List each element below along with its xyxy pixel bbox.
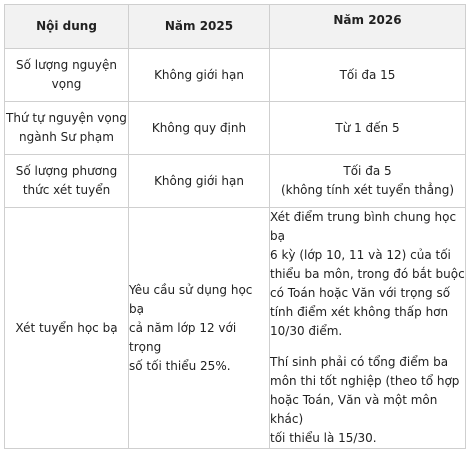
cell-line: Thí sinh phải có tổng điểm ba [270, 355, 449, 369]
cell-line: Thứ tự nguyện vọng [6, 111, 127, 125]
cell-line: Không giới hạn [154, 173, 244, 188]
cell-line: 6 kỳ (lớp 10, 11 và 12) của tối [270, 248, 451, 262]
cell-line: Tối đa 5 [343, 164, 392, 178]
cell-2026 [270, 208, 466, 449]
cell-line: tối thiểu là 15/30. [270, 431, 377, 445]
cell-line: Số lượng phương [15, 164, 118, 178]
cell-line: Xét điểm trung bình chung học bạ [270, 210, 457, 243]
cell-line: Yêu cầu sử dụng học bạ [129, 282, 253, 316]
cell-line: Từ 1 đến 5 [335, 120, 400, 135]
cell-line: cả năm lớp 12 với trọng [129, 320, 237, 354]
cell-line: ngành Sư phạm [19, 130, 114, 144]
cell-line: môn thi tốt nghiệp (theo tổ hợp [270, 374, 460, 388]
header-row [5, 5, 466, 49]
cell-content [5, 49, 129, 102]
header-content: Nội dung [5, 5, 129, 49]
cell-content [5, 208, 129, 449]
cell-line: có Toán hoặc Văn với trọng số [270, 286, 451, 300]
table-row [5, 155, 466, 208]
cell-line: 10/30 điểm. [270, 324, 343, 338]
cell-line: Số lượng nguyện [15, 58, 117, 72]
cell-2026 [270, 102, 466, 155]
cell-2025 [129, 208, 270, 449]
table-row [5, 208, 466, 449]
cell-line: số tối thiểu 25%. [129, 358, 231, 373]
cell-line: thiểu ba môn, trong đó bắt buộc [270, 267, 465, 281]
cell-line: Không giới hạn [154, 67, 244, 82]
cell-line: vọng [51, 77, 82, 91]
header-2025: Năm 2025 [129, 5, 270, 49]
cell-2025 [129, 155, 270, 208]
cell-content [5, 155, 129, 208]
cell-2026 [270, 49, 466, 102]
cell-line: hoặc Toán, Văn và một môn khác) [270, 393, 438, 426]
comparison-table [4, 4, 466, 449]
header-2026: Năm 2026 [270, 5, 466, 49]
cell-line: tính điểm xét không thấp hơn [270, 305, 449, 319]
cell-content [5, 102, 129, 155]
cell-2025 [129, 49, 270, 102]
paragraph [270, 208, 465, 341]
table-row [5, 49, 466, 102]
cell-2026 [270, 155, 466, 208]
paragraph [270, 353, 465, 448]
cell-line: Không quy định [151, 120, 247, 135]
cell-2025 [129, 102, 270, 155]
cell-line: thức xét tuyển [22, 183, 111, 197]
cell-line: Xét tuyển học bạ [15, 320, 118, 335]
table-row [5, 102, 466, 155]
cell-line: Tối đa 15 [339, 67, 396, 82]
cell-line: (không tính xét tuyển thẳng) [280, 183, 455, 197]
